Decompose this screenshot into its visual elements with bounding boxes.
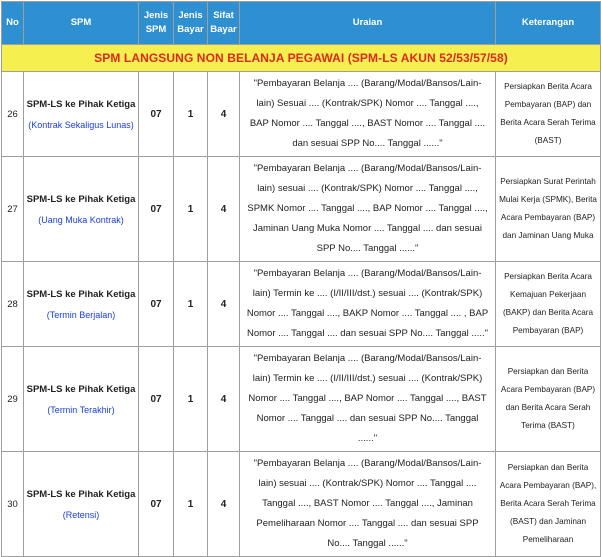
spm-subtitle: (Kontrak Sekaligus Lunas) [28, 119, 134, 130]
jenis-spm-value: 07 [139, 347, 174, 452]
jenis-spm-value: 07 [139, 262, 174, 347]
spm-cell [24, 262, 139, 347]
keterangan-text: Persiapkan Berita Acara Pembayaran (BAP) dan Berita Acara Serah Terima (BAST) [496, 72, 601, 157]
spm-subtitle: (Termin Berjalan) [46, 309, 116, 320]
spm-cell [24, 157, 139, 262]
table-row [2, 452, 601, 557]
jenis-spm-value: 07 [139, 452, 174, 557]
table-row [2, 157, 601, 262]
uraian-text: "Pembayaran Belanja .... (Barang/Modal/Bansos/Lain-lain) sesuai .... (Kontrak/SPK) Nomor .... Tanggal ...., SPMK Nomor .... Tanggal ...., BAP Nomor .... Tanggal ...., Jaminan Uang Muka Nomor .... Tanggal .... dan sesuai SPP No.... Tanggal ......" [240, 157, 496, 262]
header-row [2, 2, 601, 45]
table-row [2, 347, 601, 452]
section-row [2, 45, 601, 72]
spm-table [1, 1, 601, 557]
table-row [2, 262, 601, 347]
row-no: 28 [2, 262, 24, 347]
spm-title: SPM-LS ke Pihak Ketiga [26, 383, 136, 395]
uraian-text: "Pembayaran Belanja .... (Barang/Modal/Bansos/Lain-lain) Sesuai .... (Kontrak/SPK) Nomor .... Tanggal ...., BAP Nomor .... Tanggal ...., BAST Nomor .... Tanggal .... dan sesuai SPP No.... Tanggal ......" [240, 72, 496, 157]
sifat-bayar-value: 4 [208, 262, 240, 347]
spm-title: SPM-LS ke Pihak Ketiga [26, 193, 136, 205]
header-jenis-spm [139, 2, 174, 45]
jenis-bayar-value: 1 [174, 157, 208, 262]
jenis-spm-value: 07 [139, 72, 174, 157]
header-no: No [2, 2, 24, 45]
section-title: SPM LANGSUNG NON BELANJA PEGAWAI (SPM-LS AKUN 52/53/57/58) [2, 45, 601, 72]
spm-title: SPM-LS ke Pihak Ketiga [26, 98, 136, 110]
row-no: 26 [2, 72, 24, 157]
spm-cell [24, 347, 139, 452]
keterangan-text: Persiapkan Surat Perintah Mulai Kerja (SPMK), Berita Acara Pembayaran (BAP) dan Jaminan Uang Muka [496, 157, 601, 262]
header-keterangan: Keterangan [496, 2, 601, 45]
header-sifat-bayar-line1: Sifat [213, 10, 234, 21]
spm-cell [24, 452, 139, 557]
jenis-bayar-value: 1 [174, 72, 208, 157]
header-jenis-bayar-line1: Jenis [178, 10, 203, 21]
spm-title: SPM-LS ke Pihak Ketiga [26, 488, 136, 500]
header-jenis-bayar [174, 2, 208, 45]
header-spm: SPM [24, 2, 139, 45]
uraian-text: "Pembayaran Belanja .... (Barang/Modal/Bansos/Lain-lain) sesuai .... (Kontrak/SPK) Nomor .... Tanggal .... Tanggal ...., BAST Nomor .... Tanggal ...., Jaminan Pemeliharaan Nomor .... Tanggal .... dan sesuai SPP No.... Tanggal ......" [240, 452, 496, 557]
jenis-bayar-value: 1 [174, 347, 208, 452]
sifat-bayar-value: 4 [208, 347, 240, 452]
header-uraian: Uraian [240, 2, 496, 45]
keterangan-text: Persiapkan Berita Acara Kemajuan Pekerjaan (BAKP) dan Berita Acara Pembayaran (BAP) [496, 262, 601, 347]
header-jenis-spm-line1: Jenis [143, 10, 169, 21]
spm-title: SPM-LS ke Pihak Ketiga [26, 288, 136, 300]
jenis-spm-value: 07 [139, 157, 174, 262]
spm-subtitle: (Termin Terakhir) [47, 404, 115, 415]
uraian-text: "Pembayaran Belanja .... (Barang/Modal/Bansos/Lain-lain) Termin ke .... (I/II/III/dst.) sesuai .... (Kontrak/SPK) Nomor .... Tanggal ...., BAP Nomor .... Tanggal ...., BAST Nomor .... Tanggal .... dan sesuai SPP No.... Tanggal ......" [240, 347, 496, 452]
sifat-bayar-value: 4 [208, 452, 240, 557]
keterangan-text: Persiapkan dan Berita Acara Pembayaran (BAP), Berita Acara Serah Terima (BAST) dan Jaminan Pemeliharaan [496, 452, 601, 557]
sifat-bayar-value: 4 [208, 157, 240, 262]
uraian-text: "Pembayaran Belanja .... (Barang/Modal/Bansos/Lain-lain) Termin ke .... (I/II/III/dst.) sesuai .... (Kontrak/SPK) Nomor .... Tanggal ...., BAKP Nomor .... Tanggal .... , BAP Nomor .... Tanggal .... dan sesuai SPP No.... Tanggal ....." [240, 262, 496, 347]
jenis-bayar-value: 1 [174, 452, 208, 557]
jenis-bayar-value: 1 [174, 262, 208, 347]
table-row [2, 72, 601, 157]
row-no: 30 [2, 452, 24, 557]
keterangan-text: Persiapkan dan Berita Acara Pembayaran (BAP) dan Berita Acara Serah Terima (BAST) [496, 347, 601, 452]
sifat-bayar-value: 4 [208, 72, 240, 157]
header-jenis-bayar-line2: Bayar [177, 24, 204, 35]
spm-subtitle: (Retensi) [62, 509, 100, 520]
row-no: 29 [2, 347, 24, 452]
row-no: 27 [2, 157, 24, 262]
spm-cell [24, 72, 139, 157]
header-sifat-bayar [208, 2, 240, 45]
header-sifat-bayar-line2: Bayar [210, 24, 237, 35]
header-jenis-spm-line2: SPM [145, 24, 167, 35]
spm-subtitle: (Uang Muka Kontrak) [38, 214, 124, 225]
